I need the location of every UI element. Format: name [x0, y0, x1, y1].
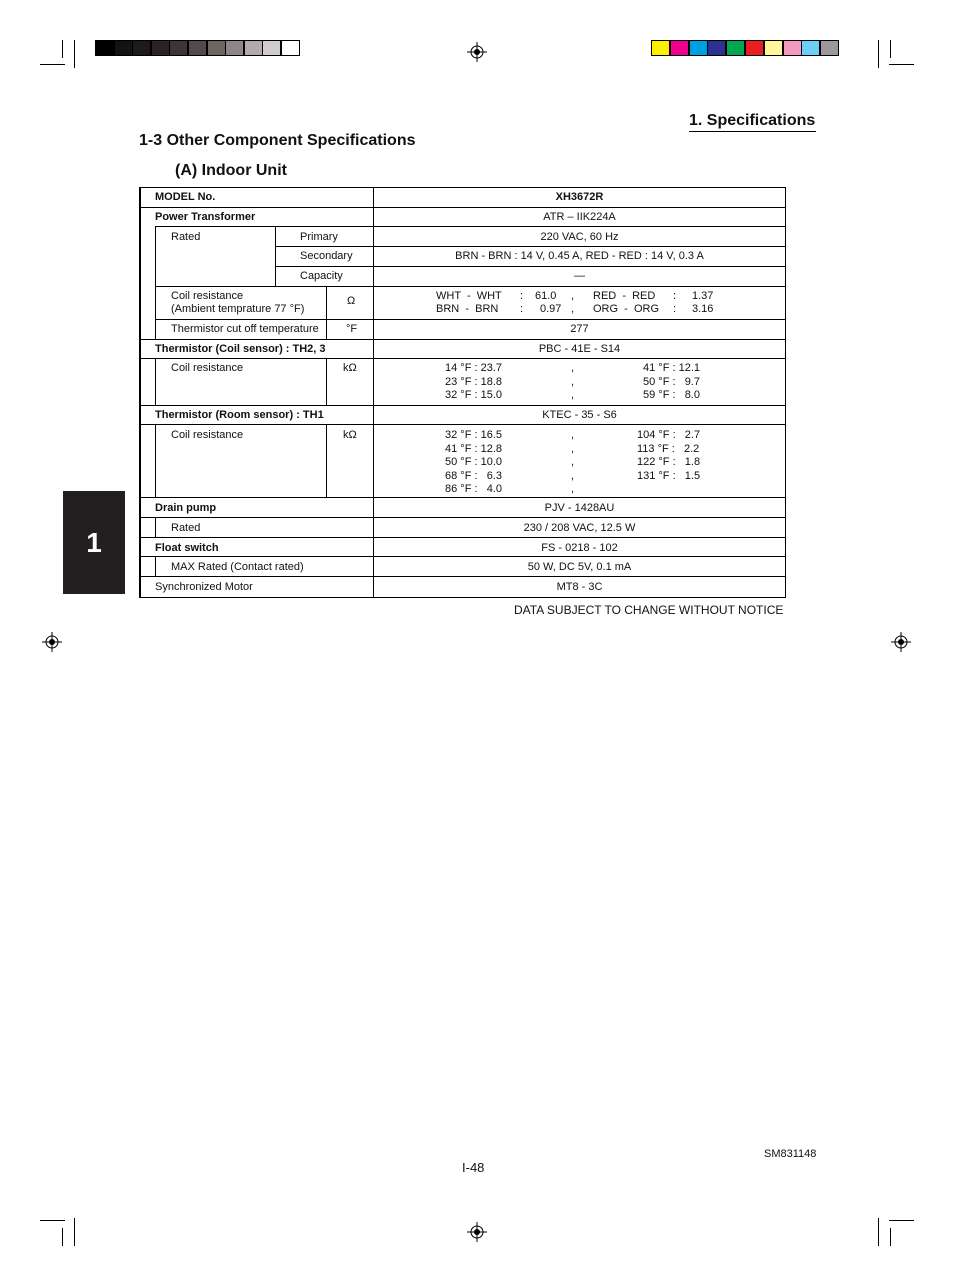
registration-mark-icon [42, 632, 62, 652]
resistance-comma: , [571, 362, 575, 374]
gray-swatch [188, 40, 207, 56]
color-swatch [689, 40, 708, 56]
max-rated-label: MAX Rated (Contact rated) [171, 561, 304, 573]
drain-rated-label: Rated [171, 522, 201, 534]
color-swatch [764, 40, 783, 56]
coil-resistance-label: Coil resistance [171, 362, 244, 374]
resistance-entry: 86 °F : 4.0 [445, 483, 502, 495]
chapter-tab: 1 [63, 491, 125, 594]
coil-resistance-label: Coil resistance [171, 429, 244, 441]
ambient-temperature-label: (Ambient temprature 77 °F) [171, 303, 305, 315]
subsection-title: (A) Indoor Unit [175, 162, 287, 179]
resistance-entry: 32 °F : 16.5 [445, 429, 502, 441]
color-swatch [801, 40, 820, 56]
gray-swatch [169, 40, 188, 56]
resistance-comma: , [571, 375, 575, 388]
gray-swatch [262, 40, 281, 56]
fahrenheit-unit: °F [346, 323, 358, 335]
resistance-comma: , [571, 483, 575, 495]
ohm-unit: Ω [347, 295, 356, 307]
kohm-unit: kΩ [343, 429, 357, 441]
coil-sep: : [673, 290, 677, 302]
coil-sep: : [520, 290, 524, 302]
sync-motor-value: MT8 - 3C [556, 581, 603, 593]
color-swatch [820, 40, 839, 56]
sync-motor-label: Synchronized Motor [155, 581, 253, 593]
color-swatch [670, 40, 689, 56]
resistance-comma: , [571, 469, 575, 482]
float-switch-value: FS - 0218 - 102 [541, 542, 618, 554]
cutoff-temperature-label: Thermistor cut off temperature [171, 323, 319, 335]
gray-swatch [281, 40, 300, 56]
color-swatch [651, 40, 670, 56]
coil-pair-label: RED - RED [593, 290, 656, 302]
resistance-comma: , [571, 456, 575, 468]
thermistor-coil-label: Thermistor (Coil sensor) : TH2, 3 [155, 343, 326, 355]
resistance-entry: 131 °F : 1.5 [637, 469, 701, 482]
coil-sep: : [673, 303, 677, 315]
thermistor-room-label: Thermistor (Room sensor) : TH1 [155, 409, 324, 421]
registration-mark-icon [891, 632, 911, 652]
drain-pump-label: Drain pump [155, 502, 217, 514]
section-title: 1-3 Other Component Specifications [139, 132, 416, 149]
cutoff-temperature-value: 277 [570, 323, 589, 335]
kohm-unit: kΩ [343, 362, 357, 374]
secondary-value: BRN - BRN : 14 V, 0.45 A, RED - RED : 14 V, 0.3 A [455, 250, 704, 262]
gray-swatch [244, 40, 263, 56]
power-transformer-label: Power Transformer [155, 211, 256, 223]
capacity-value: — [574, 270, 585, 282]
coil-value: 3.16 [692, 303, 714, 315]
resistance-entry: 68 °F : 6.3 [445, 469, 502, 482]
drain-pump-value: PJV - 1428AU [544, 502, 615, 514]
resistance-entry: 104 °F : 2.7 [637, 429, 701, 441]
change-notice: DATA SUBJECT TO CHANGE WITHOUT NOTICE [514, 603, 784, 617]
resistance-comma: , [571, 442, 575, 455]
resistance-comma: , [571, 389, 575, 401]
document-id: SM831148 [764, 1148, 817, 1160]
registration-mark-icon [467, 42, 487, 62]
gray-swatch [95, 40, 114, 56]
coil-value: 61.0 [535, 290, 557, 302]
resistance-entry: 122 °F : 1.8 [637, 456, 701, 468]
max-rated-value: 50 W, DC 5V, 0.1 mA [527, 561, 632, 573]
coil-pair-label: ORG - ORG [593, 303, 659, 315]
coil-pair-label: BRN - BRN [436, 303, 499, 315]
resistance-entry: 59 °F : 8.0 [643, 389, 700, 401]
resistance-comma: , [571, 429, 575, 441]
resistance-entry: 50 °F : 10.0 [445, 456, 502, 468]
coil-pair-label: WHT - WHT [436, 290, 502, 302]
primary-value: 220 VAC, 60 Hz [540, 231, 619, 243]
gray-swatch [225, 40, 244, 56]
thermistor-coil-value: PBC - 41E - S14 [538, 343, 621, 355]
registration-mark-icon [467, 1222, 487, 1242]
secondary-label: Secondary [300, 250, 353, 262]
thermistor-room-value: KTEC - 35 - S6 [542, 409, 617, 421]
rated-label: Rated [171, 231, 201, 243]
resistance-entry: 23 °F : 18.8 [445, 375, 502, 388]
resistance-entry: 50 °F : 9.7 [643, 375, 700, 388]
drain-rated-value: 230 / 208 VAC, 12.5 W [523, 522, 636, 534]
coil-comma: , [571, 290, 575, 302]
resistance-entry: 14 °F : 23.7 [445, 362, 502, 374]
resistance-entry: 41 °F : 12.8 [445, 442, 502, 455]
model-label: MODEL No. [155, 191, 216, 203]
gray-swatch [132, 40, 151, 56]
power-transformer-value: ATR – IIK224A [543, 211, 616, 223]
gray-swatch [114, 40, 133, 56]
resistance-entry: 32 °F : 15.0 [445, 389, 502, 401]
coil-value: 1.37 [692, 290, 714, 302]
model-value: XH3672R [555, 191, 604, 203]
resistance-entry: 113 °F : 2.2 [637, 442, 700, 455]
primary-label: Primary [300, 231, 338, 243]
color-swatch [783, 40, 802, 56]
coil-value: 0.97 [540, 303, 562, 315]
coil-sep: : [520, 303, 524, 315]
color-swatch [745, 40, 764, 56]
gray-swatch [207, 40, 226, 56]
float-switch-label: Float switch [155, 542, 219, 554]
capacity-label: Capacity [300, 270, 343, 282]
coil-comma: , [571, 303, 575, 315]
resistance-entry: 41 °F : 12.1 [643, 362, 700, 374]
coil-resistance-label: Coil resistance [171, 290, 244, 302]
gray-swatch [151, 40, 170, 56]
page-number: I-48 [462, 1160, 485, 1175]
color-swatch [707, 40, 726, 56]
chapter-title: 1. Specifications [689, 112, 816, 132]
color-swatch [726, 40, 745, 56]
